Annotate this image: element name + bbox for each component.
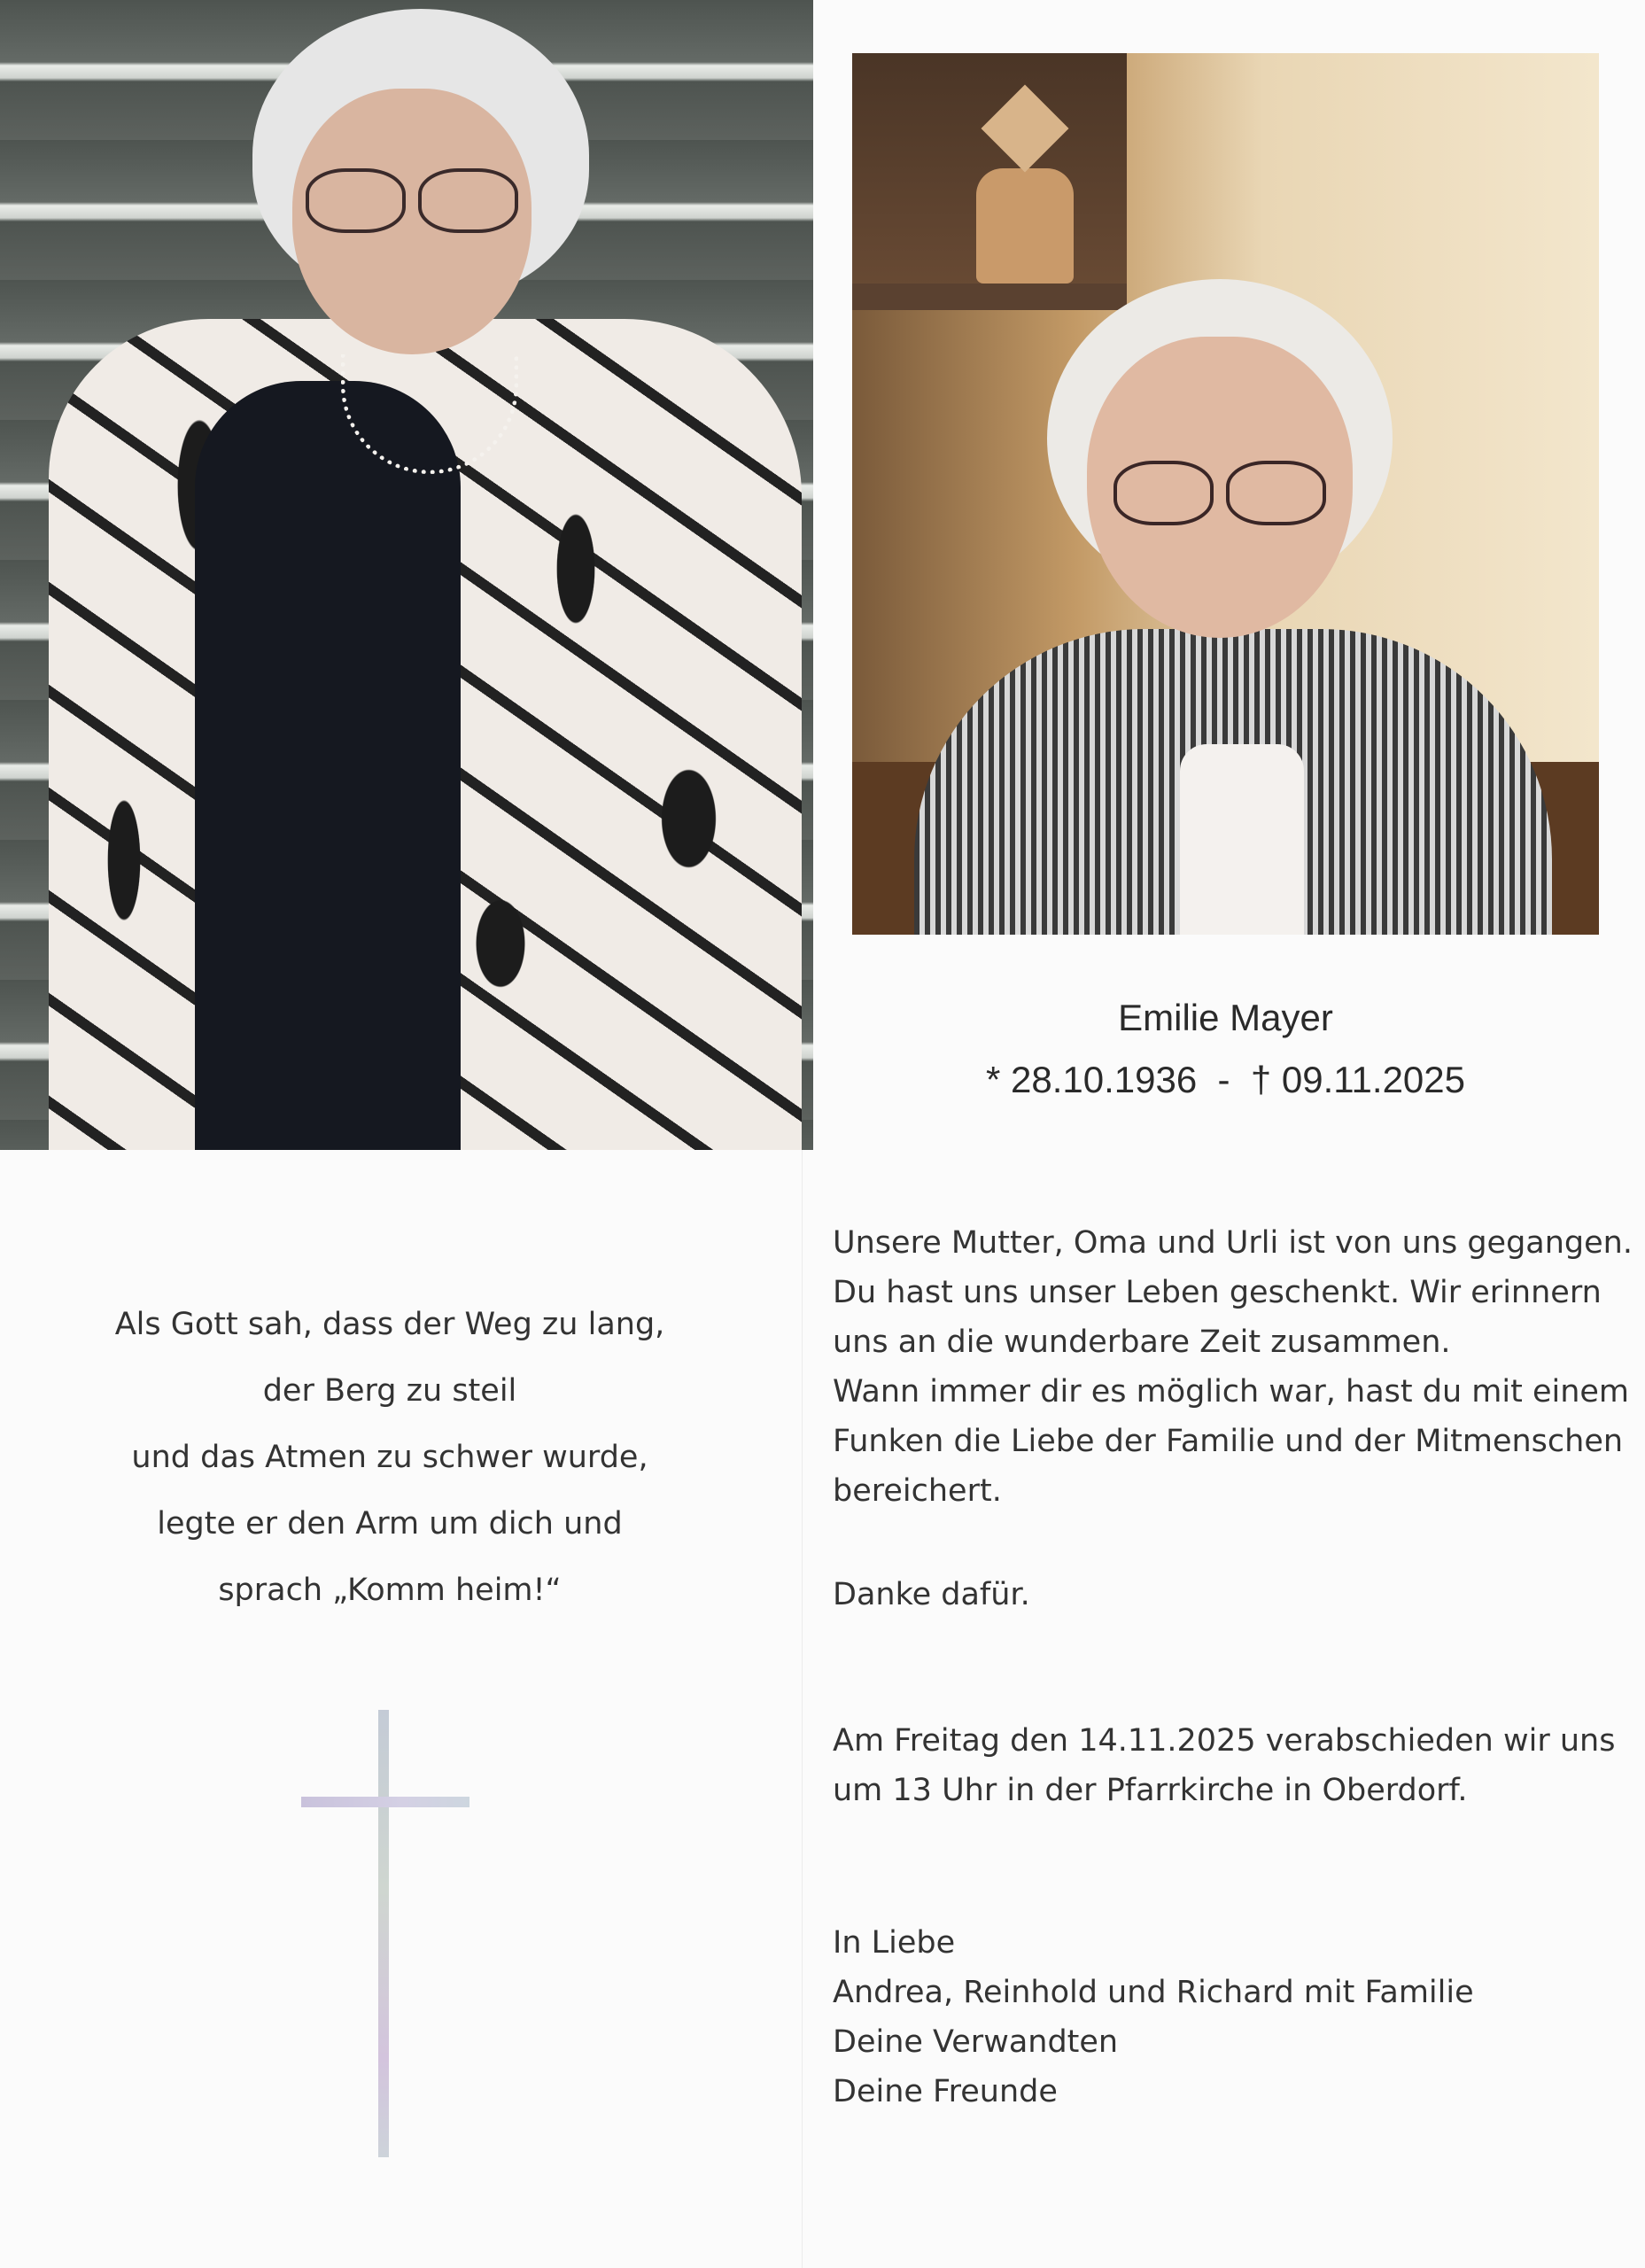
poem-line: und das Atmen zu schwer wurde, (131, 1440, 648, 1475)
message-line: Du hast uns unser Leben geschenkt. Wir erinnern (833, 1275, 1602, 1310)
decor-candle-holder (976, 168, 1074, 284)
poem-line: legte er den Arm um dich und (157, 1506, 623, 1542)
glasses (1113, 461, 1326, 523)
cross-icon (378, 1710, 389, 2157)
glasses (306, 168, 518, 230)
poem-line: sprach „Komm heim!“ (218, 1573, 562, 1608)
message-line: Unsere Mutter, Oma und Urli ist von uns gegangen. (833, 1225, 1633, 1261)
signature-line: Andrea, Reinhold und Richard mit Familie (833, 1975, 1474, 2010)
service-line: Am Freitag den 14.11.2025 verabschieden wir uns (833, 1723, 1616, 1759)
service-info (833, 1716, 1616, 1815)
thanks-line (833, 1570, 1595, 1619)
message-paragraph (833, 1218, 1633, 1516)
white-shirt (1180, 744, 1304, 935)
poem (53, 1302, 726, 1635)
portrait-photo-standing (0, 0, 813, 1150)
signature-block (833, 1918, 1595, 2117)
poem-line: Als Gott sah, dass der Weg zu lang, (114, 1307, 665, 1342)
poem-line: der Berg zu steil (262, 1373, 517, 1409)
shelf-board (852, 284, 1127, 310)
portrait-photo-seated (852, 53, 1599, 935)
signature-line: In Liebe (833, 1925, 956, 1961)
dark-dress (195, 381, 461, 1150)
thanks-text: Danke dafür. (833, 1577, 1030, 1612)
signature-line: Deine Freunde (833, 2074, 1058, 2109)
life-dates: * 28.10.1936 - † 09.11.2025 (986, 1059, 1465, 1100)
message-line: Funken die Liebe der Familie und der Mitmenschen (833, 1424, 1624, 1459)
signature-line: Deine Verwandten (833, 2024, 1119, 2060)
message-line: Wann immer dir es möglich war, hast du mit einem (833, 1374, 1630, 1410)
deceased-name: Emilie Mayer (1118, 997, 1333, 1038)
message-line: bereichert. (833, 1473, 1002, 1509)
service-line: um 13 Uhr in der Pfarrkirche in Oberdorf. (833, 1773, 1468, 1808)
cross-icon-crossbar (301, 1797, 469, 1807)
message-line: uns an die wunderbare Zeit zusammen. (833, 1324, 1451, 1360)
